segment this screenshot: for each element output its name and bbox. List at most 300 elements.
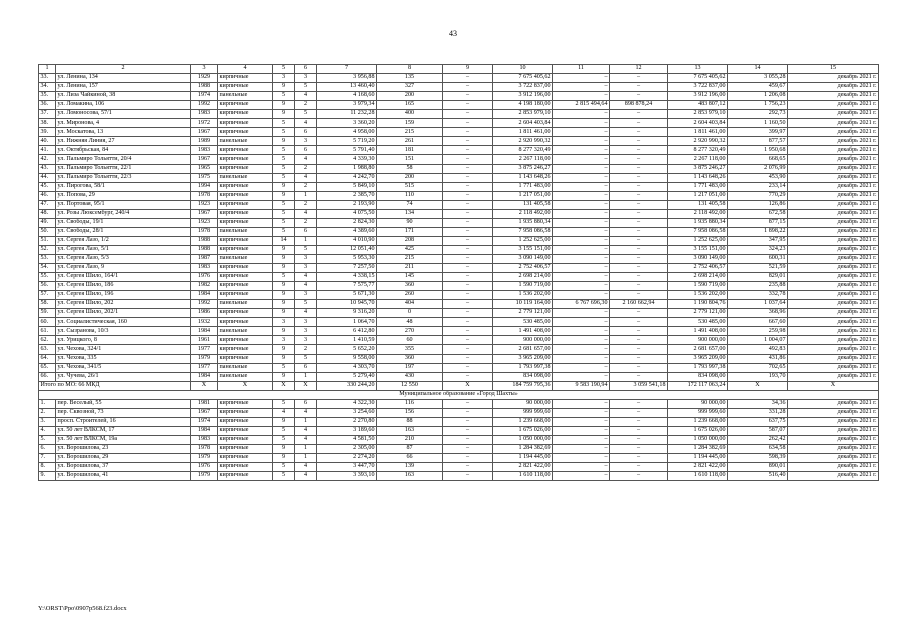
total-cell: X <box>788 381 879 390</box>
cell: – <box>553 399 610 408</box>
cell: 66. <box>39 372 56 381</box>
cell: 9 <box>273 137 295 146</box>
cell: 2. <box>39 408 56 417</box>
cell: 3 090 149,00 <box>493 254 553 263</box>
cell: 1 050 000,00 <box>668 435 728 444</box>
cell: 2 698 214,00 <box>493 273 553 282</box>
cell: 5 279,40 <box>317 372 377 381</box>
cell: 292,73 <box>728 110 788 119</box>
cell: 211 <box>377 264 443 273</box>
cell: декабрь 2021 г. <box>788 146 879 155</box>
cell: кирпичные <box>218 309 273 318</box>
cell: декабрь 2021 г. <box>788 463 879 472</box>
table-row <box>39 146 879 155</box>
cell: – <box>553 173 610 182</box>
cell: декабрь 2021 г. <box>788 191 879 200</box>
cell: 55. <box>39 273 56 282</box>
cell: ул. Чехова, 324/1 <box>56 345 191 354</box>
cell: 200 <box>377 92 443 101</box>
cell: 1 217 051,00 <box>493 191 553 200</box>
cell: 324,23 <box>728 245 788 254</box>
cell: 61. <box>39 327 56 336</box>
cell: – <box>553 264 610 273</box>
total-cell: 184 759 795,36 <box>493 381 553 390</box>
cell: ул. Сергея Лазо, 5/1 <box>56 245 191 254</box>
cell: 999 999,60 <box>668 408 728 417</box>
total-cell: 12 550 <box>377 381 443 390</box>
cell: 1 771 483,00 <box>493 182 553 191</box>
cell: кирпичные <box>218 408 273 417</box>
total-cell: X <box>273 381 295 390</box>
cell: – <box>610 245 668 254</box>
cell: 521,59 <box>728 264 788 273</box>
cell: 2 118 492,00 <box>493 209 553 218</box>
cell: 2 <box>295 218 317 227</box>
cell: 1 898,22 <box>728 227 788 236</box>
cell: – <box>443 454 493 463</box>
cell: 2 <box>295 101 317 110</box>
cell: 13 <box>668 65 728 74</box>
cell: 3 722 837,00 <box>493 83 553 92</box>
cell: 4 <box>295 273 317 282</box>
cell: 877,15 <box>728 218 788 227</box>
cell: 60 <box>377 336 443 345</box>
cell: 1 950,68 <box>728 146 788 155</box>
cell: 13 460,40 <box>317 83 377 92</box>
cell: ул. Сергея Лазо, 5/3 <box>56 254 191 263</box>
cell: 4 <box>273 408 295 417</box>
cell: ул. Ленина, 157 <box>56 83 191 92</box>
cell: – <box>553 74 610 83</box>
cell: 5 791,40 <box>317 146 377 155</box>
cell: 360 <box>377 282 443 291</box>
cell: 4 <box>295 282 317 291</box>
cell: 10 945,70 <box>317 300 377 309</box>
cell: 1 <box>295 454 317 463</box>
cell: 2 193,90 <box>317 200 377 209</box>
cell: кирпичные <box>218 354 273 363</box>
cell: 6 <box>295 65 317 74</box>
cell: 2 821 422,00 <box>493 463 553 472</box>
cell: – <box>443 200 493 209</box>
cell: 208 <box>377 236 443 245</box>
cell: ул. Социалистическая, 160 <box>56 318 191 327</box>
cell: 9 <box>273 282 295 291</box>
cell: пер. Веселый, 55 <box>56 399 191 408</box>
cell: ул. Ворошилова, 41 <box>56 472 191 481</box>
cell: 215 <box>377 128 443 137</box>
table-row <box>39 426 879 435</box>
cell: – <box>610 372 668 381</box>
cell: 516,40 <box>728 472 788 481</box>
cell: ул. Чехова, 335 <box>56 354 191 363</box>
total-label: Итого по МО: 66 МКД <box>39 381 191 390</box>
cell: – <box>553 119 610 128</box>
cell: 2 752 406,57 <box>493 264 553 273</box>
cell: 4 322,30 <box>317 399 377 408</box>
cell: ул. Ворошилова, 23 <box>56 444 191 453</box>
cell: кирпичные <box>218 128 273 137</box>
cell: – <box>553 345 610 354</box>
cell: 877,57 <box>728 137 788 146</box>
cell: – <box>610 137 668 146</box>
cell: 5 <box>273 399 295 408</box>
cell: 9 <box>273 354 295 363</box>
cell: – <box>553 83 610 92</box>
cell: 2 824,30 <box>317 218 377 227</box>
cell: 4 339,30 <box>317 155 377 164</box>
cell: – <box>443 354 493 363</box>
cell: 1 793 997,38 <box>668 363 728 372</box>
cell: 1 194 445,00 <box>668 454 728 463</box>
cell: 3 155 151,00 <box>493 245 553 254</box>
table-row <box>39 408 879 417</box>
cell: 48 <box>377 318 443 327</box>
cell: 1 190 804,76 <box>668 300 728 309</box>
cell: 235,88 <box>728 282 788 291</box>
cell: 5 671,30 <box>317 291 377 300</box>
cell: 1988 <box>191 83 218 92</box>
cell: 2 920 990,32 <box>493 137 553 146</box>
cell: 4 <box>295 119 317 128</box>
cell: 9 <box>273 83 295 92</box>
cell: 87 <box>377 444 443 453</box>
cell: – <box>443 327 493 336</box>
cell: декабрь 2021 г. <box>788 354 879 363</box>
cell: 1983 <box>191 110 218 119</box>
cell: – <box>553 273 610 282</box>
cell: 829,01 <box>728 273 788 282</box>
cell: 1 <box>295 236 317 245</box>
cell: 4 <box>295 92 317 101</box>
cell: 2 752 406,57 <box>668 264 728 273</box>
cell: 637,75 <box>728 417 788 426</box>
cell: 3 912 196,00 <box>668 92 728 101</box>
cell: 9 <box>273 309 295 318</box>
cell: – <box>553 309 610 318</box>
cell: ул. Портовая, 95/1 <box>56 200 191 209</box>
cell: 1923 <box>191 218 218 227</box>
cell: 3 979,34 <box>317 101 377 110</box>
cell: 5 652,20 <box>317 345 377 354</box>
cell: – <box>610 110 668 119</box>
cell: 58 <box>377 164 443 173</box>
cell: 1 252 625,00 <box>668 236 728 245</box>
cell: 2 920 990,32 <box>668 137 728 146</box>
cell: 90 000,00 <box>493 399 553 408</box>
cell: – <box>610 182 668 191</box>
cell: 431,86 <box>728 354 788 363</box>
cell: 4 <box>295 209 317 218</box>
cell: 3. <box>39 417 56 426</box>
cell: декабрь 2021 г. <box>788 218 879 227</box>
cell: 63. <box>39 345 56 354</box>
cell: – <box>443 426 493 435</box>
cell: 5 <box>273 155 295 164</box>
cell: – <box>443 472 493 481</box>
total-row <box>39 381 879 390</box>
cell: – <box>443 417 493 426</box>
cell: ул. Нижняя Линия, 27 <box>56 137 191 146</box>
cell: ул. 50 лет ВЛКСМ, 19а <box>56 435 191 444</box>
cell: кирпичные <box>218 426 273 435</box>
cell: – <box>443 309 493 318</box>
table-row <box>39 345 879 354</box>
cell: 7 575,77 <box>317 282 377 291</box>
cell: 43. <box>39 164 56 173</box>
cell: – <box>553 218 610 227</box>
cell: 11 232,28 <box>317 110 377 119</box>
cell: 59. <box>39 309 56 318</box>
cell: кирпичные <box>218 155 273 164</box>
total-cell: 9 583 190,94 <box>553 381 610 390</box>
cell: – <box>610 463 668 472</box>
cell: 38. <box>39 119 56 128</box>
cell: 64. <box>39 354 56 363</box>
cell: ул. Ленина, 134 <box>56 74 191 83</box>
cell: кирпичные <box>218 209 273 218</box>
cell: декабрь 2021 г. <box>788 435 879 444</box>
table-row <box>39 209 879 218</box>
cell: ул. Пальмиро Тольятти, 20/4 <box>56 155 191 164</box>
total-cell: X <box>295 381 317 390</box>
cell: декабрь 2021 г. <box>788 74 879 83</box>
total-cell: X <box>443 381 493 390</box>
cell: 4 581,50 <box>317 435 377 444</box>
cell: – <box>553 182 610 191</box>
cell: 7 <box>317 65 377 74</box>
cell: 9 <box>273 182 295 191</box>
cell: кирпичные <box>218 110 273 119</box>
cell: кирпичные <box>218 336 273 345</box>
cell: ул. Урицкого, 8 <box>56 336 191 345</box>
cell: – <box>553 408 610 417</box>
cell: – <box>553 435 610 444</box>
cell: 1984 <box>191 291 218 300</box>
cell: 193,70 <box>728 372 788 381</box>
cell: – <box>443 182 493 191</box>
cell: 5 <box>273 227 295 236</box>
cell: кирпичные <box>218 146 273 155</box>
cell: – <box>553 472 610 481</box>
cell: ул. Розы Люксембург, 240/4 <box>56 209 191 218</box>
total-cell: 172 117 063,24 <box>668 381 728 390</box>
cell: – <box>610 363 668 372</box>
cell: 34,36 <box>728 399 788 408</box>
cell: 5 <box>273 435 295 444</box>
cell: 1 935 880,34 <box>493 218 553 227</box>
cell: кирпичные <box>218 101 273 110</box>
cell: ул. Сергея Шило, 202 <box>56 300 191 309</box>
cell: 51. <box>39 236 56 245</box>
cell: 1 491 408,00 <box>668 327 728 336</box>
table-row <box>39 399 879 408</box>
cell: 135 <box>377 74 443 83</box>
cell: – <box>443 300 493 309</box>
cell: 3 055,28 <box>728 74 788 83</box>
cell: 33. <box>39 74 56 83</box>
cell: 515 <box>377 182 443 191</box>
cell: 530 485,00 <box>668 318 728 327</box>
cell: – <box>610 227 668 236</box>
cell: кирпичные <box>218 218 273 227</box>
cell: 3 447,70 <box>317 463 377 472</box>
cell: 1987 <box>191 254 218 263</box>
table-row <box>39 254 879 263</box>
cell: 5 849,10 <box>317 182 377 191</box>
cell: – <box>443 254 493 263</box>
cell: 1 239 668,00 <box>668 417 728 426</box>
cell: 9 <box>273 444 295 453</box>
cell: 3 189,60 <box>317 426 377 435</box>
cell: – <box>443 128 493 137</box>
cell: – <box>610 318 668 327</box>
cell: 5 <box>295 110 317 119</box>
table-row <box>39 218 879 227</box>
cell: декабрь 2021 г. <box>788 472 879 481</box>
cell: 7 257,50 <box>317 264 377 273</box>
cell: 4 075,50 <box>317 209 377 218</box>
cell: – <box>553 363 610 372</box>
cell: 2 815 494,64 <box>553 101 610 110</box>
cell: 6. <box>39 444 56 453</box>
cell: 368,96 <box>728 309 788 318</box>
cell: – <box>443 372 493 381</box>
cell: 4 <box>295 173 317 182</box>
cell: 1977 <box>191 363 218 372</box>
table-row <box>39 110 879 119</box>
cell: 3 393,10 <box>317 472 377 481</box>
cell: 215 <box>377 254 443 263</box>
cell: кирпичные <box>218 399 273 408</box>
cell: 58. <box>39 300 56 309</box>
cell: 2 305,00 <box>317 444 377 453</box>
cell: 9 316,20 <box>317 309 377 318</box>
cell: 270 <box>377 327 443 336</box>
cell: – <box>443 218 493 227</box>
cell: 1976 <box>191 273 218 282</box>
cell: декабрь 2021 г. <box>788 128 879 137</box>
table-row <box>39 92 879 101</box>
cell: 10 <box>493 65 553 74</box>
table-row <box>39 318 879 327</box>
table-row <box>39 282 879 291</box>
cell: – <box>443 155 493 164</box>
cell: – <box>553 282 610 291</box>
cell: кирпичные <box>218 83 273 92</box>
cell: декабрь 2021 г. <box>788 264 879 273</box>
table-row <box>39 119 879 128</box>
cell: 6 412,80 <box>317 327 377 336</box>
cell: 2 779 121,00 <box>493 309 553 318</box>
cell: 52. <box>39 245 56 254</box>
cell: 3 360,20 <box>317 119 377 128</box>
cell: – <box>443 164 493 173</box>
cell: 667,60 <box>728 318 788 327</box>
table-row <box>39 372 879 381</box>
cell: 2 270,80 <box>317 417 377 426</box>
file-path-footer: Y:\ORST\Ppo\0907p568.f23.docx <box>38 605 127 612</box>
cell: 2 <box>295 200 317 209</box>
cell: 1 <box>295 372 317 381</box>
cell: 404 <box>377 300 443 309</box>
cell: 6 <box>295 128 317 137</box>
cell: 260 <box>377 291 443 300</box>
cell: – <box>553 336 610 345</box>
header-row <box>39 65 879 74</box>
cell: 3 <box>295 336 317 345</box>
cell: кирпичные <box>218 119 273 128</box>
cell: панельные <box>218 92 273 101</box>
cell: 1 <box>295 191 317 200</box>
cell: 1979 <box>191 472 218 481</box>
cell: – <box>610 472 668 481</box>
cell: 6 <box>295 227 317 236</box>
cell: – <box>553 164 610 173</box>
cell: 1984 <box>191 426 218 435</box>
cell: ул. Сергея Шило, 196 <box>56 291 191 300</box>
cell: 3 <box>273 74 295 83</box>
cell: 200 <box>377 173 443 182</box>
cell: 35. <box>39 92 56 101</box>
cell: декабрь 2021 г. <box>788 236 879 245</box>
cell: 4 958,00 <box>317 128 377 137</box>
cell: 3 <box>295 137 317 146</box>
total-cell: 3 059 541,18 <box>610 381 668 390</box>
total-cell: X <box>728 381 788 390</box>
cell: 14 <box>273 236 295 245</box>
cell: декабрь 2021 г. <box>788 363 879 372</box>
cell: 492,83 <box>728 345 788 354</box>
cell: панельные <box>218 137 273 146</box>
cell: 1978 <box>191 191 218 200</box>
cell: 5 <box>273 200 295 209</box>
cell: 1 206,08 <box>728 92 788 101</box>
cell: 5 <box>273 209 295 218</box>
cell: 15 <box>788 65 879 74</box>
cell: 2 604 403,84 <box>493 119 553 128</box>
table-row <box>39 472 879 481</box>
cell: декабрь 2021 г. <box>788 318 879 327</box>
table-row <box>39 74 879 83</box>
cell: – <box>443 236 493 245</box>
cell: панельные <box>218 300 273 309</box>
cell: 10 119 164,00 <box>493 300 553 309</box>
cell: 332,78 <box>728 291 788 300</box>
cell: – <box>610 83 668 92</box>
cell: кирпичные <box>218 345 273 354</box>
cell: панельные <box>218 227 273 236</box>
cell: 40. <box>39 137 56 146</box>
cell: 2 <box>295 345 317 354</box>
cell: 65. <box>39 363 56 372</box>
cell: кирпичные <box>218 463 273 472</box>
cell: 1 590 719,00 <box>668 282 728 291</box>
cell: 8 277 320,49 <box>493 146 553 155</box>
table-row <box>39 264 879 273</box>
cell: 5 <box>295 83 317 92</box>
cell: – <box>443 74 493 83</box>
cell: 116 <box>377 399 443 408</box>
cell: кирпичные <box>218 318 273 327</box>
cell: 1978 <box>191 227 218 236</box>
table-row <box>39 173 879 182</box>
cell: ул. Сергея Лазо, 1/2 <box>56 236 191 245</box>
page-number: 43 <box>449 29 457 38</box>
cell: 56. <box>39 282 56 291</box>
cell: 1 935 880,34 <box>668 218 728 227</box>
cell: 36. <box>39 101 56 110</box>
